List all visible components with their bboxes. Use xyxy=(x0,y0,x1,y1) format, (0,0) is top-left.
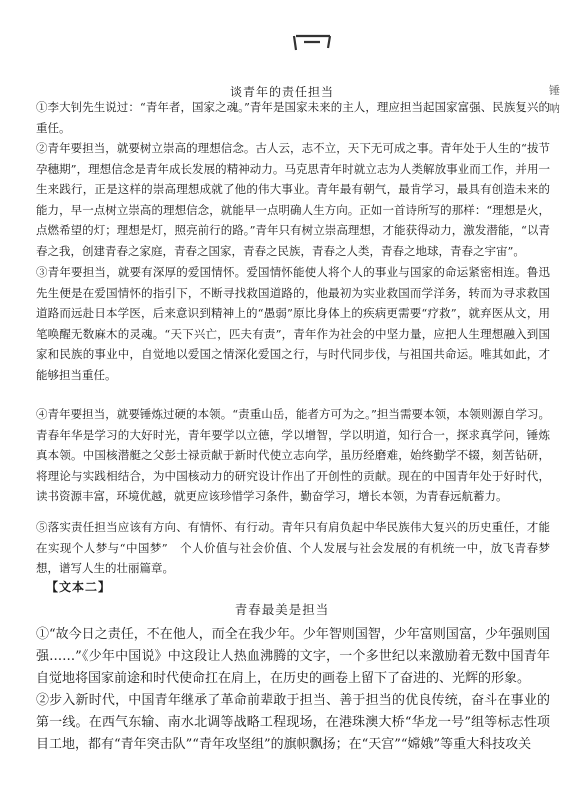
text1-paragraph-4: ④青年要担当，就要锤炼过硬的本领。“责重山岳，能者方可为之。”担当需要本领，本领则源自学习。青春年华是学习的大好时光，青年要学以立德，学以增智，学以明道，知行合一，探求真学问，锤炼真本领。中国核潜艇之父彭士禄贡献于新时代使立志向学，虽历经磨难，始终勤学不辍，刻苦钻研，将理论与实践相结合，为中国核动力的研究设计作出了开创性的贡献。现在的中国青年处于好时代，读书资源丰富，环境优越，就更应该珍惜学习条件，勤奋学习，增长本领，为青春远航蓄力。 xyxy=(36,407,550,504)
text2-paragraph-2: ②步入新时代，中国青年继承了革命前辈敢于担当、善于担当的优良传统，奋斗在事业的第一线。在西气东输、南水北调等战略工程现场，在港珠澳大桥“华龙一号”组等标志性项目工地，都有“青年突击队”“青年攻坚组”的旗帜飘扬；在“天宫”“嫦娥”等重大科技攻关 xyxy=(36,693,550,752)
handwritten-mark xyxy=(290,28,334,54)
text1-paragraph-2: ②青年要担当，就要树立崇高的理想信念。古人云，志不立，天下无可成之事。青年处于人生的“拔节孕穗期”，理想信念是青年成长发展的精神动力。马克思青年时就立志为人类解放事业而工作，并用一生来践行，正是这样的崇高理想成就了他的伟大事业。青年最有朝气，最肯学习，最具有创造未来的能力，早一点树立崇高的理想信念，就能早一点明确人生方向。正如一首诗所写的那样：“理想是火，点燃希望的灯；理想是灯，照亮前行的路。”青年只有树立崇高理想，才能获得动力，激发潜能，“以青春之我，创建青春之家庭，青春之国家，青春之民族，青春之人类，青春之地球，青春之宇宙”。 xyxy=(36,141,550,258)
text2-label: 【文本二】 xyxy=(46,580,112,594)
margin-char: 呐 xyxy=(549,102,560,115)
text1-paragraph-3: ③青年要担当，就要有深厚的爱国情怀。爱国情怀能使人将个人的事业与国家的命运紧密相连。鲁迅先生便是在爱国情怀的指引下，不断寻找救国道路的，他最初为实业救国而学洋务，转而为寻求救国道路而远赴日本学医，后来意识到精神上的“愚弱”原比身体上的疾病更需要“疗救”，就弃医从文，用笔唤醒无数麻木的灵魂。“天下兴亡，匹夫有责”，青年作为社会的中坚力量，应把人生理想融入到国家和民族的事业中，自觉地以爱国之情深化爱国之行，与时代同步伐，与祖国共命运。唯其如此，才能够担当重任。 xyxy=(36,265,550,382)
text2-title: 青春最美是担当 xyxy=(234,602,330,617)
text1-title: 谈青年的责任担当 xyxy=(229,85,334,99)
text2-paragraph-1: ①“故今日之责任，不在他人，而全在我少年。少年智则国智，少年富则国富，少年强则国强……”《少年中国说》中这段让人热血沸腾的文字，一个多世纪以来激励着无数中国青年自觉地将国家前途和时代使命扛在肩上，在历史的画卷上留下了奋进的、光辉的形象。 xyxy=(36,627,550,686)
text1-paragraph-5: ⑤落实责任担当应该有方向、有情怀、有行动。青年只有肩负起中华民族伟大复兴的历史重任，才能在实现个人梦与“中国梦” 个人价值与社会价值、个人发展与社会发展的有机统一中，放飞青春梦想，谱写人生的壮丽篇章。 xyxy=(36,520,550,576)
text1-paragraph-1: ①李大钊先生说过：“青年者，国家之魂。”青年是国家未来的主人，理应担当起国家富强、民族复兴的重任。 xyxy=(36,100,550,135)
margin-char: 锤 xyxy=(549,84,560,97)
